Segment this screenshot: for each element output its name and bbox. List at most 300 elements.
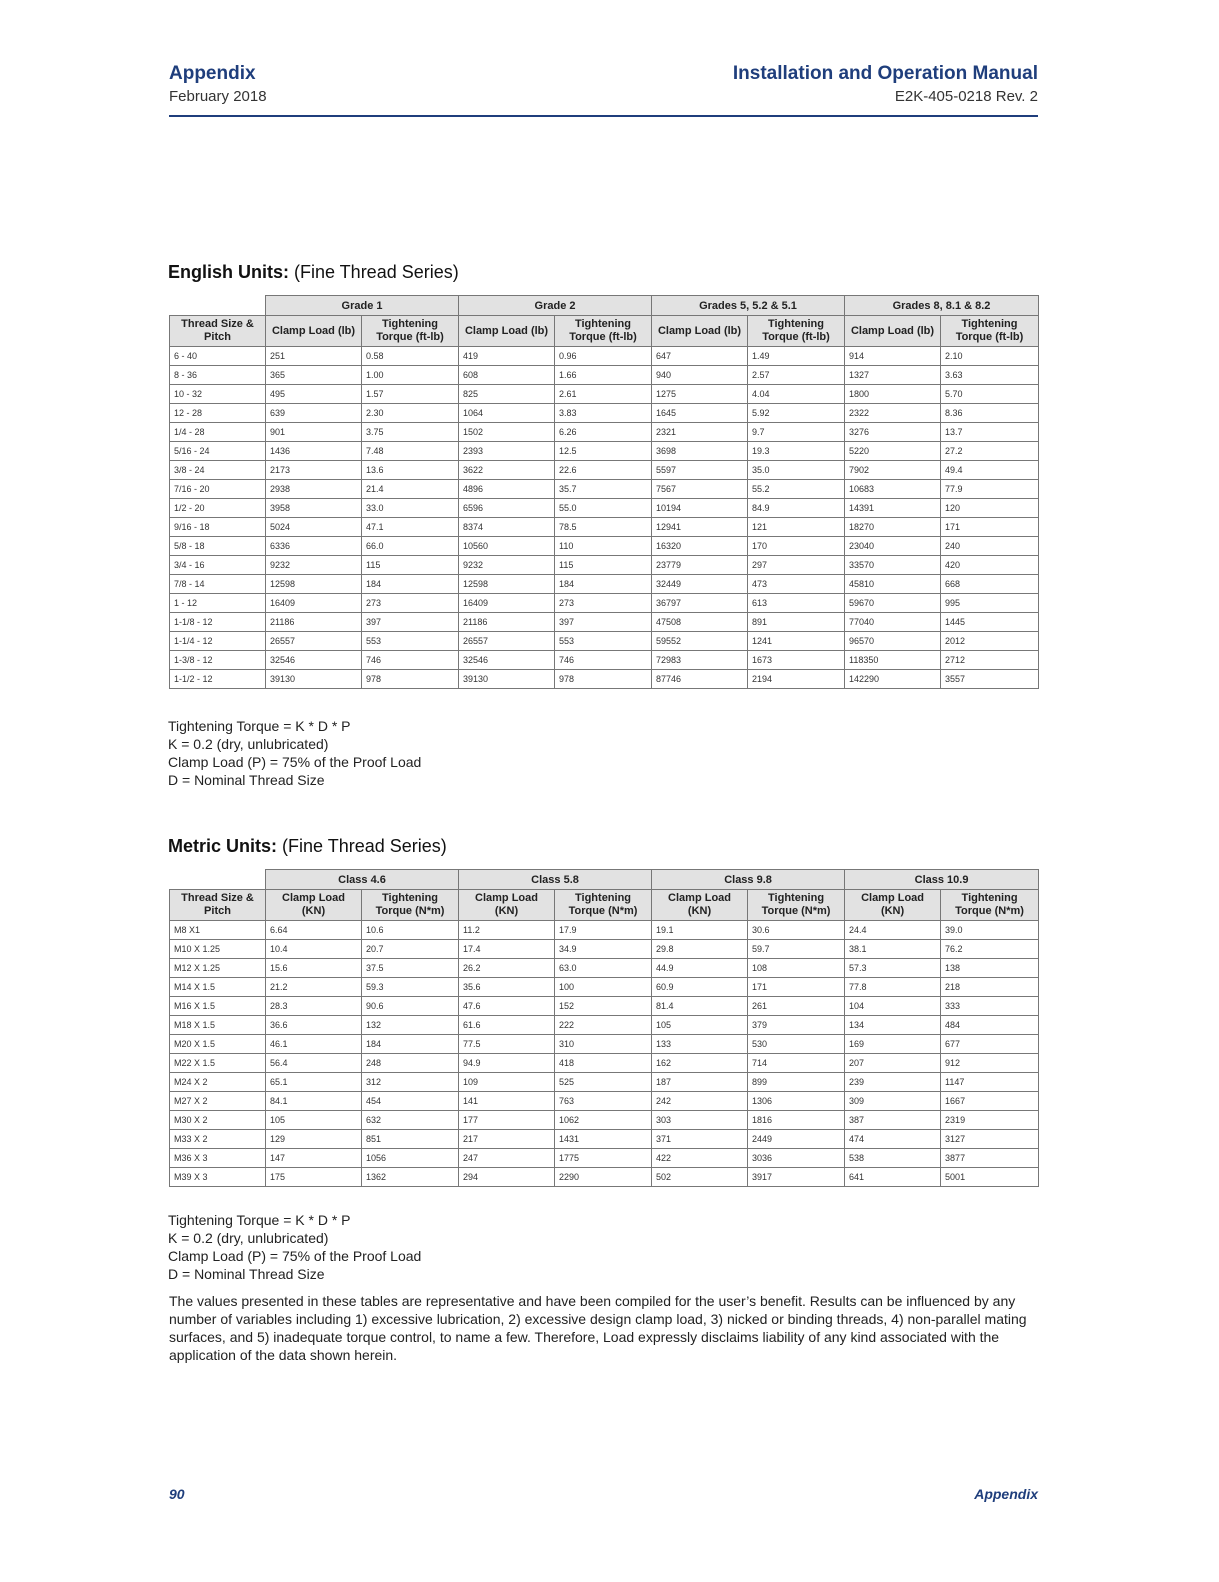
- value-cell: 397: [555, 613, 652, 632]
- value-cell: 1.00: [362, 366, 459, 385]
- value-cell: 7567: [652, 480, 748, 499]
- english-units-heading-rest: (Fine Thread Series): [289, 262, 459, 282]
- thread-size-cell: M20 X 1.5: [170, 1035, 266, 1054]
- column-header-clamp-load: Clamp Load (lb): [652, 316, 748, 347]
- value-cell: 484: [941, 1016, 1039, 1035]
- value-cell: 1502: [459, 423, 555, 442]
- value-cell: 473: [748, 575, 845, 594]
- thread-size-cell: 5/8 - 18: [170, 537, 266, 556]
- group-header: Class 10.9: [845, 870, 1039, 890]
- value-cell: 371: [652, 1130, 748, 1149]
- formula-note: Clamp Load (P) = 75% of the Proof Load: [168, 754, 422, 770]
- value-cell: 56.4: [266, 1054, 362, 1073]
- thread-size-cell: 1-1/4 - 12: [170, 632, 266, 651]
- table-row: [170, 1111, 1039, 1130]
- value-cell: 901: [266, 423, 362, 442]
- value-cell: 419: [459, 347, 555, 366]
- thread-size-cell: 1-1/2 - 12: [170, 670, 266, 689]
- value-cell: 502: [652, 1168, 748, 1187]
- header-spacer: [170, 870, 266, 890]
- value-cell: 39.0: [941, 921, 1039, 940]
- value-cell: 273: [362, 594, 459, 613]
- value-cell: 16320: [652, 537, 748, 556]
- value-cell: 9.7: [748, 423, 845, 442]
- value-cell: 147: [266, 1149, 362, 1168]
- value-cell: 12941: [652, 518, 748, 537]
- value-cell: 248: [362, 1054, 459, 1073]
- value-cell: 36797: [652, 594, 748, 613]
- value-cell: 240: [941, 537, 1039, 556]
- value-cell: 7.48: [362, 442, 459, 461]
- value-cell: 495: [266, 385, 362, 404]
- value-cell: 105: [266, 1111, 362, 1130]
- value-cell: 120: [941, 499, 1039, 518]
- value-cell: 312: [362, 1073, 459, 1092]
- group-header: Class 4.6: [266, 870, 459, 890]
- value-cell: 553: [555, 632, 652, 651]
- value-cell: 33.0: [362, 499, 459, 518]
- table-row: [170, 461, 1039, 480]
- table-row: [170, 556, 1039, 575]
- value-cell: 26557: [266, 632, 362, 651]
- value-cell: 310: [555, 1035, 652, 1054]
- page-number: 90: [169, 1486, 185, 1502]
- value-cell: 333: [941, 997, 1039, 1016]
- value-cell: 32546: [459, 651, 555, 670]
- value-cell: 2173: [266, 461, 362, 480]
- value-cell: 1431: [555, 1130, 652, 1149]
- value-cell: 90.6: [362, 997, 459, 1016]
- value-cell: 217: [459, 1130, 555, 1149]
- value-cell: 2393: [459, 442, 555, 461]
- value-cell: 100: [555, 978, 652, 997]
- value-cell: 14391: [845, 499, 941, 518]
- column-header-tightening-torque: Tightening Torque (N*m): [555, 890, 652, 921]
- value-cell: 12598: [266, 575, 362, 594]
- value-cell: 84.1: [266, 1092, 362, 1111]
- thread-size-cell: 1-3/8 - 12: [170, 651, 266, 670]
- group-header-row: [170, 870, 1039, 890]
- value-cell: 5.92: [748, 404, 845, 423]
- value-cell: 19.3: [748, 442, 845, 461]
- value-cell: 45810: [845, 575, 941, 594]
- table-row: [170, 1168, 1039, 1187]
- table-row: [170, 997, 1039, 1016]
- value-cell: 26557: [459, 632, 555, 651]
- table-row: [170, 940, 1039, 959]
- value-cell: 110: [555, 537, 652, 556]
- value-cell: 474: [845, 1130, 941, 1149]
- value-cell: 13.7: [941, 423, 1039, 442]
- value-cell: 37.5: [362, 959, 459, 978]
- value-cell: 152: [555, 997, 652, 1016]
- value-cell: 17.9: [555, 921, 652, 940]
- value-cell: 15.6: [266, 959, 362, 978]
- value-cell: 175: [266, 1168, 362, 1187]
- value-cell: 418: [555, 1054, 652, 1073]
- table-row: [170, 537, 1039, 556]
- value-cell: 639: [266, 404, 362, 423]
- value-cell: 76.2: [941, 940, 1039, 959]
- table-row: [170, 1149, 1039, 1168]
- value-cell: 72983: [652, 651, 748, 670]
- document-number: E2K-405-0218 Rev. 2: [894, 88, 1038, 105]
- value-cell: 2012: [941, 632, 1039, 651]
- value-cell: 132: [362, 1016, 459, 1035]
- value-cell: 29.8: [652, 940, 748, 959]
- value-cell: 187: [652, 1073, 748, 1092]
- column-header-tightening-torque: Tightening Torque (ft-lb): [362, 316, 459, 347]
- table-row: [170, 1092, 1039, 1111]
- column-header-clamp-load: Clamp Load (lb): [845, 316, 941, 347]
- header-divider: [169, 115, 1038, 117]
- value-cell: 9232: [459, 556, 555, 575]
- value-cell: 6596: [459, 499, 555, 518]
- thread-size-cell: M12 X 1.25: [170, 959, 266, 978]
- table-row: [170, 1073, 1039, 1092]
- thread-size-cell: 7/16 - 20: [170, 480, 266, 499]
- value-cell: 184: [362, 1035, 459, 1054]
- value-cell: 184: [362, 575, 459, 594]
- value-cell: 1062: [555, 1111, 652, 1130]
- thread-size-cell: 8 - 36: [170, 366, 266, 385]
- table-row: [170, 423, 1039, 442]
- metric-notes: [168, 1211, 421, 1283]
- value-cell: 10560: [459, 537, 555, 556]
- value-cell: 2.61: [555, 385, 652, 404]
- value-cell: 5001: [941, 1168, 1039, 1187]
- thread-size-cell: 1-1/8 - 12: [170, 613, 266, 632]
- column-header-tightening-torque: Tightening Torque (ft-lb): [555, 316, 652, 347]
- thread-size-cell: M36 X 3: [170, 1149, 266, 1168]
- value-cell: 3958: [266, 499, 362, 518]
- value-cell: 96570: [845, 632, 941, 651]
- value-cell: 34.9: [555, 940, 652, 959]
- column-header-clamp-load: Clamp Load (lb): [459, 316, 555, 347]
- value-cell: 44.9: [652, 959, 748, 978]
- value-cell: 46.1: [266, 1035, 362, 1054]
- value-cell: 2319: [941, 1111, 1039, 1130]
- value-cell: 10.6: [362, 921, 459, 940]
- group-header: Class 9.8: [652, 870, 845, 890]
- table-row: [170, 978, 1039, 997]
- metric-torque-table: [169, 869, 1039, 1187]
- value-cell: 7902: [845, 461, 941, 480]
- value-cell: 59552: [652, 632, 748, 651]
- value-cell: 81.4: [652, 997, 748, 1016]
- group-header: Grades 8, 8.1 & 8.2: [845, 296, 1039, 316]
- thread-size-cell: 12 - 28: [170, 404, 266, 423]
- value-cell: 35.7: [555, 480, 652, 499]
- value-cell: 38.1: [845, 940, 941, 959]
- value-cell: 47.6: [459, 997, 555, 1016]
- value-cell: 10194: [652, 499, 748, 518]
- value-cell: 65.1: [266, 1073, 362, 1092]
- column-header-clamp-load: Clamp Load (lb): [266, 316, 362, 347]
- table-row: [170, 480, 1039, 499]
- value-cell: 23779: [652, 556, 748, 575]
- value-cell: 207: [845, 1054, 941, 1073]
- value-cell: 19.1: [652, 921, 748, 940]
- value-cell: 0.58: [362, 347, 459, 366]
- page-header-right: [733, 62, 1038, 108]
- value-cell: 6.26: [555, 423, 652, 442]
- value-cell: 105: [652, 1016, 748, 1035]
- value-cell: 2449: [748, 1130, 845, 1149]
- value-cell: 32546: [266, 651, 362, 670]
- value-cell: 677: [941, 1035, 1039, 1054]
- value-cell: 3.75: [362, 423, 459, 442]
- table-row: [170, 1130, 1039, 1149]
- group-header: Grade 2: [459, 296, 652, 316]
- value-cell: 36.6: [266, 1016, 362, 1035]
- value-cell: 538: [845, 1149, 941, 1168]
- value-cell: 12598: [459, 575, 555, 594]
- value-cell: 10683: [845, 480, 941, 499]
- column-header-tightening-torque: Tightening Torque (N*m): [362, 890, 459, 921]
- value-cell: 1816: [748, 1111, 845, 1130]
- column-header-tightening-torque: Tightening Torque (ft-lb): [748, 316, 845, 347]
- value-cell: 115: [555, 556, 652, 575]
- value-cell: 77.8: [845, 978, 941, 997]
- value-cell: 94.9: [459, 1054, 555, 1073]
- value-cell: 2.10: [941, 347, 1039, 366]
- value-cell: 108: [748, 959, 845, 978]
- value-cell: 2290: [555, 1168, 652, 1187]
- value-cell: 3557: [941, 670, 1039, 689]
- value-cell: 1673: [748, 651, 845, 670]
- value-cell: 995: [941, 594, 1039, 613]
- value-cell: 379: [748, 1016, 845, 1035]
- value-cell: 251: [266, 347, 362, 366]
- value-cell: 133: [652, 1035, 748, 1054]
- value-cell: 162: [652, 1054, 748, 1073]
- value-cell: 1800: [845, 385, 941, 404]
- value-cell: 77040: [845, 613, 941, 632]
- value-cell: 61.6: [459, 1016, 555, 1035]
- page-header-left: [169, 62, 267, 108]
- value-cell: 553: [362, 632, 459, 651]
- value-cell: 1056: [362, 1149, 459, 1168]
- english-units-heading-bold: English Units:: [168, 262, 289, 282]
- metric-units-heading: [168, 834, 447, 858]
- table-row: [170, 1016, 1039, 1035]
- value-cell: 2.30: [362, 404, 459, 423]
- value-cell: 387: [845, 1111, 941, 1130]
- value-cell: 0.96: [555, 347, 652, 366]
- column-header-clamp-load: Clamp Load (KN): [845, 890, 941, 921]
- column-header-clamp-load: Clamp Load (KN): [459, 890, 555, 921]
- value-cell: 27.2: [941, 442, 1039, 461]
- value-cell: 23040: [845, 537, 941, 556]
- value-cell: 422: [652, 1149, 748, 1168]
- value-cell: 118350: [845, 651, 941, 670]
- manual-title: Installation and Operation Manual: [732, 63, 1038, 84]
- value-cell: 33570: [845, 556, 941, 575]
- english-torque-table: [169, 295, 1039, 689]
- value-cell: 2938: [266, 480, 362, 499]
- value-cell: 632: [362, 1111, 459, 1130]
- table-row: [170, 347, 1039, 366]
- value-cell: 55.2: [748, 480, 845, 499]
- thread-size-cell: M33 X 2: [170, 1130, 266, 1149]
- column-header-tightening-torque: Tightening Torque (N*m): [748, 890, 845, 921]
- value-cell: 8.36: [941, 404, 1039, 423]
- thread-size-cell: 7/8 - 14: [170, 575, 266, 594]
- value-cell: 78.5: [555, 518, 652, 537]
- value-cell: 309: [845, 1092, 941, 1111]
- section-title: Appendix: [169, 63, 256, 84]
- table-row: [170, 670, 1039, 689]
- value-cell: 1.49: [748, 347, 845, 366]
- value-cell: 1275: [652, 385, 748, 404]
- value-cell: 4.04: [748, 385, 845, 404]
- value-cell: 1667: [941, 1092, 1039, 1111]
- table-row: [170, 959, 1039, 978]
- table-row: [170, 613, 1039, 632]
- value-cell: 30.6: [748, 921, 845, 940]
- value-cell: 978: [555, 670, 652, 689]
- value-cell: 530: [748, 1035, 845, 1054]
- thread-size-cell: 3/8 - 24: [170, 461, 266, 480]
- value-cell: 1436: [266, 442, 362, 461]
- value-cell: 57.3: [845, 959, 941, 978]
- value-cell: 12.5: [555, 442, 652, 461]
- value-cell: 3036: [748, 1149, 845, 1168]
- value-cell: 5.70: [941, 385, 1039, 404]
- thread-size-cell: M24 X 2: [170, 1073, 266, 1092]
- column-header-tightening-torque: Tightening Torque (N*m): [941, 890, 1039, 921]
- english-notes: [168, 717, 421, 789]
- value-cell: 668: [941, 575, 1039, 594]
- value-cell: 1306: [748, 1092, 845, 1111]
- thread-size-cell: M14 X 1.5: [170, 978, 266, 997]
- value-cell: 60.9: [652, 978, 748, 997]
- thread-size-cell: 1 - 12: [170, 594, 266, 613]
- value-cell: 242: [652, 1092, 748, 1111]
- table-row: [170, 442, 1039, 461]
- thread-size-cell: M39 X 3: [170, 1168, 266, 1187]
- disclaimer-paragraph: The values presented in these tables are representative and have been compiled for the user’s benefit. Results can be influenced by any number of variables including 1) excessive lubrication, 2) excessive design clamp load, 3) nicked or binding threads, 4) non-parallel mating surfaces, and 5) inadequate torque control, to name a few. Therefore, Load expressly disclaims liability of any kind associated with the application of the data shown herein.: [169, 1293, 1027, 1363]
- value-cell: 1.66: [555, 366, 652, 385]
- value-cell: 247: [459, 1149, 555, 1168]
- value-cell: 39130: [459, 670, 555, 689]
- table-row: [170, 499, 1039, 518]
- value-cell: 39130: [266, 670, 362, 689]
- value-cell: 5220: [845, 442, 941, 461]
- value-cell: 16409: [459, 594, 555, 613]
- value-cell: 16409: [266, 594, 362, 613]
- value-cell: 2321: [652, 423, 748, 442]
- value-cell: 746: [362, 651, 459, 670]
- value-cell: 5597: [652, 461, 748, 480]
- metric-units-heading-rest: (Fine Thread Series): [277, 836, 447, 856]
- value-cell: 115: [362, 556, 459, 575]
- value-cell: 825: [459, 385, 555, 404]
- value-cell: 3127: [941, 1130, 1039, 1149]
- value-cell: 142290: [845, 670, 941, 689]
- value-cell: 1.57: [362, 385, 459, 404]
- value-cell: 1445: [941, 613, 1039, 632]
- value-cell: 912: [941, 1054, 1039, 1073]
- value-cell: 978: [362, 670, 459, 689]
- value-cell: 18270: [845, 518, 941, 537]
- value-cell: 2322: [845, 404, 941, 423]
- thread-size-cell: 9/16 - 18: [170, 518, 266, 537]
- value-cell: 261: [748, 997, 845, 1016]
- formula-note: K = 0.2 (dry, unlubricated): [168, 736, 329, 752]
- thread-size-cell: 3/4 - 16: [170, 556, 266, 575]
- value-cell: 21.4: [362, 480, 459, 499]
- value-cell: 5024: [266, 518, 362, 537]
- value-cell: 6.64: [266, 921, 362, 940]
- value-cell: 714: [748, 1054, 845, 1073]
- value-cell: 6336: [266, 537, 362, 556]
- value-cell: 47.1: [362, 518, 459, 537]
- value-cell: 47508: [652, 613, 748, 632]
- value-cell: 1645: [652, 404, 748, 423]
- value-cell: 222: [555, 1016, 652, 1035]
- value-cell: 218: [941, 978, 1039, 997]
- value-cell: 109: [459, 1073, 555, 1092]
- thread-size-cell: M10 X 1.25: [170, 940, 266, 959]
- value-cell: 297: [748, 556, 845, 575]
- header-spacer: [170, 296, 266, 316]
- value-cell: 55.0: [555, 499, 652, 518]
- value-cell: 35.0: [748, 461, 845, 480]
- value-cell: 763: [555, 1092, 652, 1111]
- value-cell: 3.63: [941, 366, 1039, 385]
- value-cell: 21.2: [266, 978, 362, 997]
- column-header-thread-size: Thread Size & Pitch: [170, 316, 266, 347]
- value-cell: 177: [459, 1111, 555, 1130]
- value-cell: 454: [362, 1092, 459, 1111]
- value-cell: 10.4: [266, 940, 362, 959]
- table-row: [170, 366, 1039, 385]
- thread-size-cell: M8 X1: [170, 921, 266, 940]
- footer-section: Appendix: [974, 1486, 1038, 1502]
- table-row: [170, 518, 1039, 537]
- publication-date: February 2018: [169, 88, 267, 105]
- table-row: [170, 404, 1039, 423]
- group-header: Grades 5, 5.2 & 5.1: [652, 296, 845, 316]
- value-cell: 28.3: [266, 997, 362, 1016]
- column-header-thread-size: Thread Size & Pitch: [170, 890, 266, 921]
- value-cell: 397: [362, 613, 459, 632]
- thread-size-cell: 1/4 - 28: [170, 423, 266, 442]
- formula-note: K = 0.2 (dry, unlubricated): [168, 1230, 329, 1246]
- table-row: [170, 632, 1039, 651]
- column-header-tightening-torque: Tightening Torque (ft-lb): [941, 316, 1039, 347]
- table-row: [170, 594, 1039, 613]
- formula-note: D = Nominal Thread Size: [168, 1266, 325, 1282]
- value-cell: 899: [748, 1073, 845, 1092]
- column-header-clamp-load: Clamp Load (KN): [266, 890, 362, 921]
- value-cell: 21186: [459, 613, 555, 632]
- value-cell: 87746: [652, 670, 748, 689]
- english-units-heading: [168, 260, 459, 284]
- value-cell: 273: [555, 594, 652, 613]
- group-header: Grade 1: [266, 296, 459, 316]
- value-cell: 608: [459, 366, 555, 385]
- value-cell: 2712: [941, 651, 1039, 670]
- formula-note: Tightening Torque = K * D * P: [168, 718, 351, 734]
- value-cell: 104: [845, 997, 941, 1016]
- formula-note: D = Nominal Thread Size: [168, 772, 325, 788]
- metric-units-heading-bold: Metric Units:: [168, 836, 278, 856]
- column-header-clamp-load: Clamp Load (KN): [652, 890, 748, 921]
- value-cell: 171: [748, 978, 845, 997]
